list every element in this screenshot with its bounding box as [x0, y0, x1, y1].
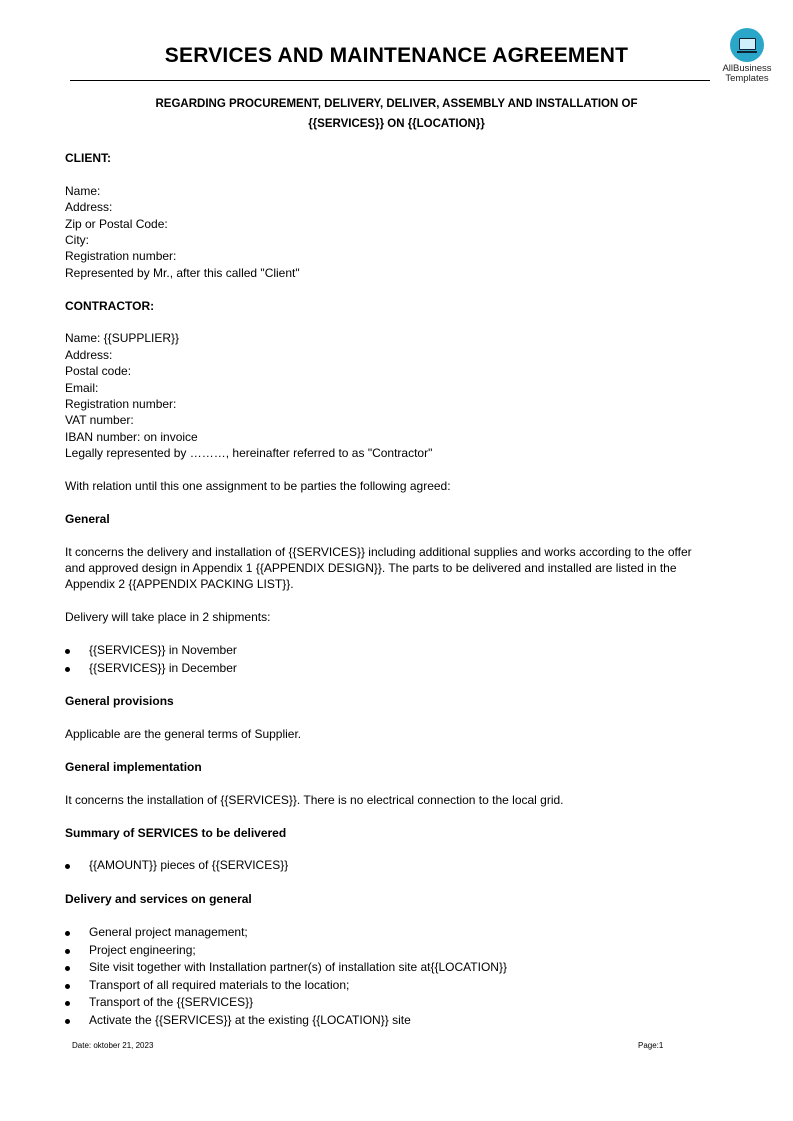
- client-line: Zip or Postal Code:: [65, 216, 168, 231]
- document-title: SERVICES AND MAINTENANCE AGREEMENT: [164, 44, 629, 67]
- general-heading: General: [65, 511, 110, 526]
- summary-heading: Summary of SERVICES to be delivered: [65, 825, 287, 840]
- list-item-text: {{AMOUNT}} pieces of {{SERVICES}}: [89, 858, 289, 873]
- client-line: City:: [65, 233, 89, 248]
- delivery-services-heading: Delivery and services on general: [65, 892, 252, 907]
- bullet-icon: [65, 864, 70, 869]
- list-item: [65, 977, 695, 995]
- client-line: Address:: [65, 200, 113, 215]
- subtitle-line1: REGARDING PROCUREMENT, DELIVERY, DELIVER, ASSEMBLY AND INSTALLATION OF: [155, 98, 638, 110]
- bullet-icon: [65, 667, 70, 672]
- bullet-icon: [65, 649, 70, 654]
- bullet-icon: [65, 931, 70, 936]
- subtitle-line2: {{SERVICES}} ON {{LOCATION}}: [308, 118, 485, 130]
- delivery-services-list: [65, 924, 695, 1029]
- contractor-line: Registration number:: [65, 397, 177, 412]
- summary-list: [65, 857, 695, 875]
- list-item-text: Site visit together with Installation partner(s) of installation site at{{LOCATION}}: [89, 960, 507, 975]
- bullet-icon: [65, 1019, 70, 1024]
- logo-text-line1: AllBusiness: [722, 63, 772, 74]
- list-item-text: {{SERVICES}} in November: [89, 643, 237, 658]
- list-item-text: Project engineering;: [89, 942, 196, 957]
- contractor-line: Email:: [65, 380, 99, 395]
- list-item: [65, 959, 695, 977]
- client-line: Name:: [65, 183, 101, 198]
- contractor-line: Address:: [65, 347, 113, 362]
- list-item: [65, 660, 695, 678]
- general-provisions-paragraph: Applicable are the general terms of Supplier.: [65, 727, 302, 742]
- contractor-line: Postal code:: [65, 364, 132, 379]
- shipment-list: [65, 642, 695, 677]
- list-item-text: General project management;: [89, 925, 248, 940]
- title-divider: [70, 80, 710, 81]
- list-item-text: Transport of all required materials to the location;: [89, 977, 350, 992]
- list-item: [65, 857, 695, 875]
- list-item: [65, 642, 695, 660]
- contractor-line: IBAN number: on invoice: [65, 429, 198, 444]
- list-item-text: {{SERVICES}} in December: [89, 660, 237, 675]
- footer-page-number: Page:1: [638, 1041, 664, 1050]
- footer-date: Date: oktober 21, 2023: [72, 1041, 154, 1050]
- contractor-line: VAT number:: [65, 413, 134, 428]
- general-paragraph: It concerns the delivery and installation of {{SERVICES}} including additional supplies and works according to the offer and approved design in Appendix 1 {{APPENDIX DESIGN}}. The parts to be delivered and installed are listed in the Appendix 2 {{APPENDIX PACKING LIST}}.: [65, 544, 692, 592]
- list-item: [65, 1012, 695, 1030]
- laptop-icon: [730, 28, 764, 62]
- list-item: [65, 994, 695, 1012]
- client-heading: CLIENT:: [65, 151, 111, 165]
- general-implementation-paragraph: It concerns the installation of {{SERVICES}}. There is no electrical connection to the local grid.: [65, 792, 564, 807]
- document-body: [65, 150, 695, 1029]
- list-item-text: Transport of the {{SERVICES}}: [89, 995, 254, 1010]
- bullet-icon: [65, 984, 70, 989]
- contractor-line: Name: {{SUPPLIER}}: [65, 331, 180, 346]
- delivery-paragraph: Delivery will take place in 2 shipments:: [65, 610, 271, 625]
- general-provisions-heading: General provisions: [65, 694, 174, 709]
- list-item: [65, 924, 695, 942]
- client-line: Registration number:: [65, 249, 177, 264]
- list-item: [65, 942, 695, 960]
- allbusiness-logo: [715, 28, 779, 84]
- bullet-icon: [65, 966, 70, 971]
- intro-paragraph: With relation until this one assignment to be parties the following agreed:: [65, 479, 451, 494]
- bullet-icon: [65, 949, 70, 954]
- list-item-text: Activate the {{SERVICES}} at the existing {{LOCATION}} site: [89, 1012, 411, 1027]
- contractor-heading: CONTRACTOR:: [65, 298, 155, 313]
- contractor-line: Legally represented by ………, hereinafter referred to as "Contractor": [65, 446, 433, 461]
- general-implementation-heading: General implementation: [65, 760, 202, 775]
- logo-text-line2: Templates: [725, 73, 769, 84]
- bullet-icon: [65, 1001, 70, 1006]
- client-line: Represented by Mr., after this called "Client": [65, 265, 300, 280]
